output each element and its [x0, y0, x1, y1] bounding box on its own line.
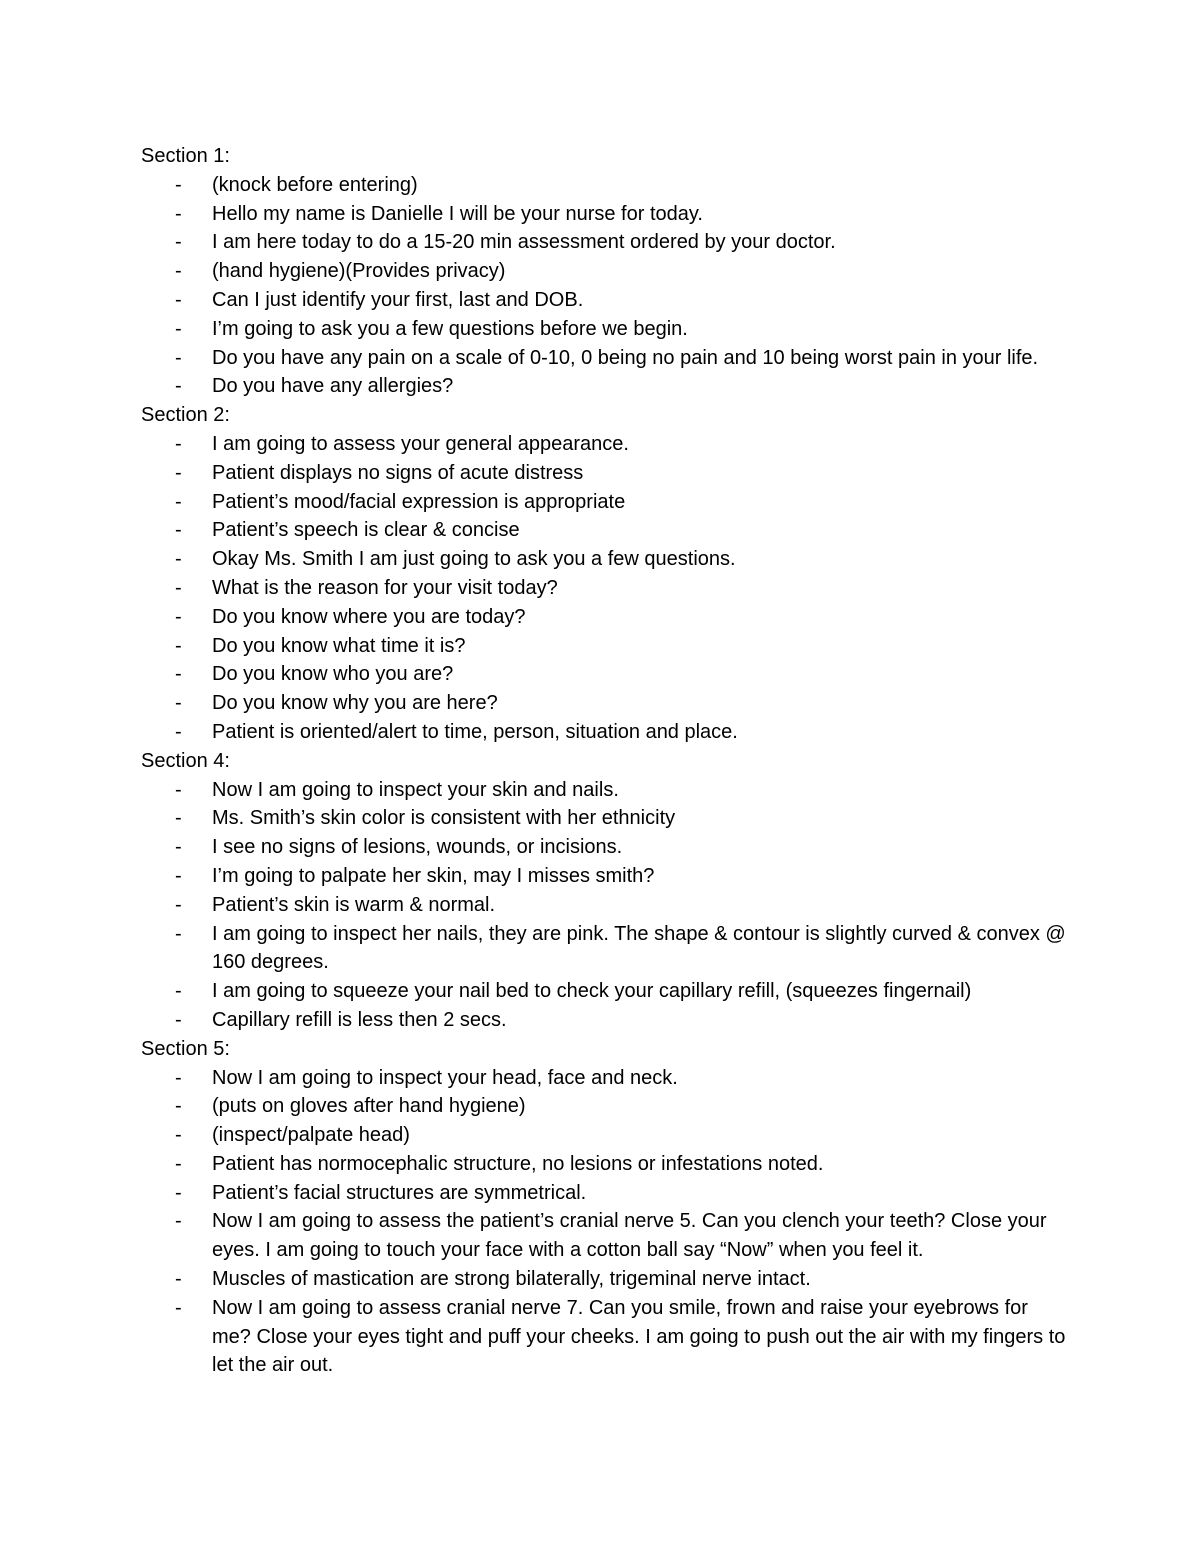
- bullet-dash: -: [175, 432, 182, 455]
- list-item: [141, 977, 1071, 1006]
- list-item-text: Do you know where you are today?: [212, 605, 526, 628]
- list-item: [141, 632, 1071, 661]
- bullet-dash: -: [175, 1095, 182, 1118]
- bullet-dash: -: [175, 231, 182, 254]
- bullet-dash: -: [175, 1268, 182, 1291]
- list-item: [141, 1265, 1071, 1294]
- list-item-text: Patient’s skin is warm & normal.: [212, 893, 496, 916]
- list-item: [141, 257, 1071, 286]
- section-heading: Section 1:: [141, 145, 230, 167]
- bullet-dash: -: [175, 663, 182, 686]
- bullet-dash: -: [175, 490, 182, 513]
- list-item: [141, 574, 1071, 603]
- list-item-text: Capillary refill is less then 2 secs.: [212, 1008, 507, 1031]
- bullet-dash: -: [175, 807, 182, 830]
- list-item-text: Now I am going to inspect your skin and nails.: [212, 778, 619, 801]
- list-item-text: Patient’s facial structures are symmetrical.: [212, 1181, 587, 1204]
- section-list: [141, 776, 1071, 1035]
- list-item: [141, 776, 1071, 805]
- section-heading: Section 2:: [141, 404, 230, 427]
- list-item: [141, 372, 1071, 401]
- list-item: [141, 718, 1071, 747]
- section: [141, 401, 1071, 747]
- bullet-dash: -: [175, 1296, 182, 1319]
- bullet-dash: -: [175, 548, 182, 571]
- bullet-dash: -: [175, 720, 182, 743]
- list-item-text: I’m going to palpate her skin, may I misses smith?: [212, 864, 655, 887]
- list-item: [141, 1064, 1071, 1093]
- bullet-dash: -: [175, 634, 182, 657]
- list-item: [141, 660, 1071, 689]
- section: [141, 747, 1071, 1035]
- list-item: [141, 1092, 1071, 1121]
- list-item-text: Patient is oriented/alert to time, person, situation and place.: [212, 720, 738, 743]
- list-item-text: Muscles of mastication are strong bilaterally, trigeminal nerve intact.: [212, 1268, 811, 1291]
- section-list: [141, 430, 1071, 747]
- list-item-text: Now I am going to assess the patient’s cranial nerve 5. Can you clench your teeth? Close your eyes. I am going to touch your face with a cotton ball say “Now” when you feel it.: [212, 1210, 1047, 1262]
- list-item: [141, 171, 1071, 200]
- list-item: [141, 430, 1071, 459]
- list-item-text: I am going to squeeze your nail bed to check your capillary refill, (squeezes fingernail): [212, 980, 972, 1003]
- list-item: [141, 228, 1071, 257]
- bullet-dash: -: [175, 1210, 182, 1233]
- list-item: [141, 920, 1071, 978]
- bullet-dash: -: [175, 1181, 182, 1204]
- section-list: [141, 1064, 1071, 1381]
- bullet-dash: -: [175, 864, 182, 887]
- list-item-text: I am going to assess your general appearance.: [212, 432, 629, 455]
- list-item-text: Do you have any allergies?: [212, 375, 454, 398]
- list-item: [141, 1150, 1071, 1179]
- list-item-text: (knock before entering): [212, 173, 418, 196]
- bullet-dash: -: [175, 576, 182, 599]
- list-item: [141, 891, 1071, 920]
- list-item-text: Now I am going to inspect your head, face and neck.: [212, 1066, 678, 1089]
- bullet-dash: -: [175, 375, 182, 398]
- bullet-dash: -: [175, 519, 182, 542]
- section-heading: Section 5:: [141, 1037, 230, 1060]
- bullet-dash: -: [175, 288, 182, 311]
- list-item: [141, 862, 1071, 891]
- document-body: [141, 142, 1071, 1380]
- list-item-text: Patient has normocephalic structure, no lesions or infestations noted.: [212, 1152, 824, 1175]
- bullet-dash: -: [175, 778, 182, 801]
- bullet-dash: -: [175, 202, 182, 225]
- bullet-dash: -: [175, 260, 182, 283]
- bullet-dash: -: [175, 173, 182, 196]
- section-heading: Section 4:: [141, 749, 230, 772]
- list-item-text: Can I just identify your first, last and DOB.: [212, 288, 584, 311]
- list-item: [141, 603, 1071, 632]
- list-item: [141, 286, 1071, 315]
- list-item-text: (puts on gloves after hand hygiene): [212, 1095, 526, 1118]
- list-item: [141, 488, 1071, 517]
- bullet-dash: -: [175, 1124, 182, 1147]
- list-item: [141, 833, 1071, 862]
- list-item: [141, 804, 1071, 833]
- list-item-text: Do you have any pain on a scale of 0-10, 0 being no pain and 10 being worst pain in your life.: [212, 346, 1039, 369]
- bullet-dash: -: [175, 922, 182, 945]
- list-item-text: Okay Ms. Smith I am just going to ask you a few questions.: [212, 548, 736, 571]
- list-item-text: Patient displays no signs of acute distress: [212, 461, 584, 484]
- bullet-dash: -: [175, 317, 182, 340]
- list-item-text: Ms. Smith’s skin color is consistent with her ethnicity: [212, 807, 676, 830]
- bullet-dash: -: [175, 980, 182, 1003]
- list-item: [141, 459, 1071, 488]
- list-item-text: I see no signs of lesions, wounds, or incisions.: [212, 836, 623, 859]
- list-item-text: Now I am going to assess cranial nerve 7. Can you smile, frown and raise your eyebrows for me? Close your eyes tight and puff your cheeks. I am going to push out the air with my fingers to let the air out.: [212, 1296, 1066, 1377]
- bullet-dash: -: [175, 1152, 182, 1175]
- list-item: [141, 344, 1071, 373]
- section: [141, 1035, 1071, 1381]
- list-item-text: I am going to inspect her nails, they are pink. The shape & contour is slightly curved & convex @ 160 degrees.: [212, 922, 1066, 974]
- list-item: [141, 315, 1071, 344]
- list-item-text: (hand hygiene)(Provides privacy): [212, 260, 506, 283]
- bullet-dash: -: [175, 1008, 182, 1031]
- bullet-dash: -: [175, 692, 182, 715]
- list-item: [141, 1121, 1071, 1150]
- bullet-dash: -: [175, 836, 182, 859]
- list-item-text: What is the reason for your visit today?: [212, 576, 558, 599]
- list-item-text: Do you know why you are here?: [212, 692, 498, 715]
- section: [141, 142, 1071, 401]
- list-item-text: Hello my name is Danielle I will be your nurse for today.: [212, 202, 703, 225]
- bullet-dash: -: [175, 461, 182, 484]
- bullet-dash: -: [175, 346, 182, 369]
- list-item: [141, 1179, 1071, 1208]
- list-item-text: Patient’s speech is clear & concise: [212, 519, 520, 542]
- list-item: [141, 1207, 1071, 1265]
- list-item-text: I am here today to do a 15-20 min assessment ordered by your doctor.: [212, 231, 836, 254]
- bullet-dash: -: [175, 1066, 182, 1089]
- list-item: [141, 1294, 1071, 1380]
- list-item-text: (inspect/palpate head): [212, 1124, 410, 1147]
- bullet-dash: -: [175, 893, 182, 916]
- list-item: [141, 200, 1071, 229]
- list-item: [141, 1006, 1071, 1035]
- list-item-text: Do you know what time it is?: [212, 634, 466, 657]
- list-item-text: I’m going to ask you a few questions before we begin.: [212, 317, 688, 340]
- list-item-text: Do you know who you are?: [212, 663, 454, 686]
- list-item: [141, 516, 1071, 545]
- list-item: [141, 689, 1071, 718]
- list-item: [141, 545, 1071, 574]
- bullet-dash: -: [175, 605, 182, 628]
- section-list: [141, 171, 1071, 401]
- list-item-text: Patient’s mood/facial expression is appropriate: [212, 490, 626, 513]
